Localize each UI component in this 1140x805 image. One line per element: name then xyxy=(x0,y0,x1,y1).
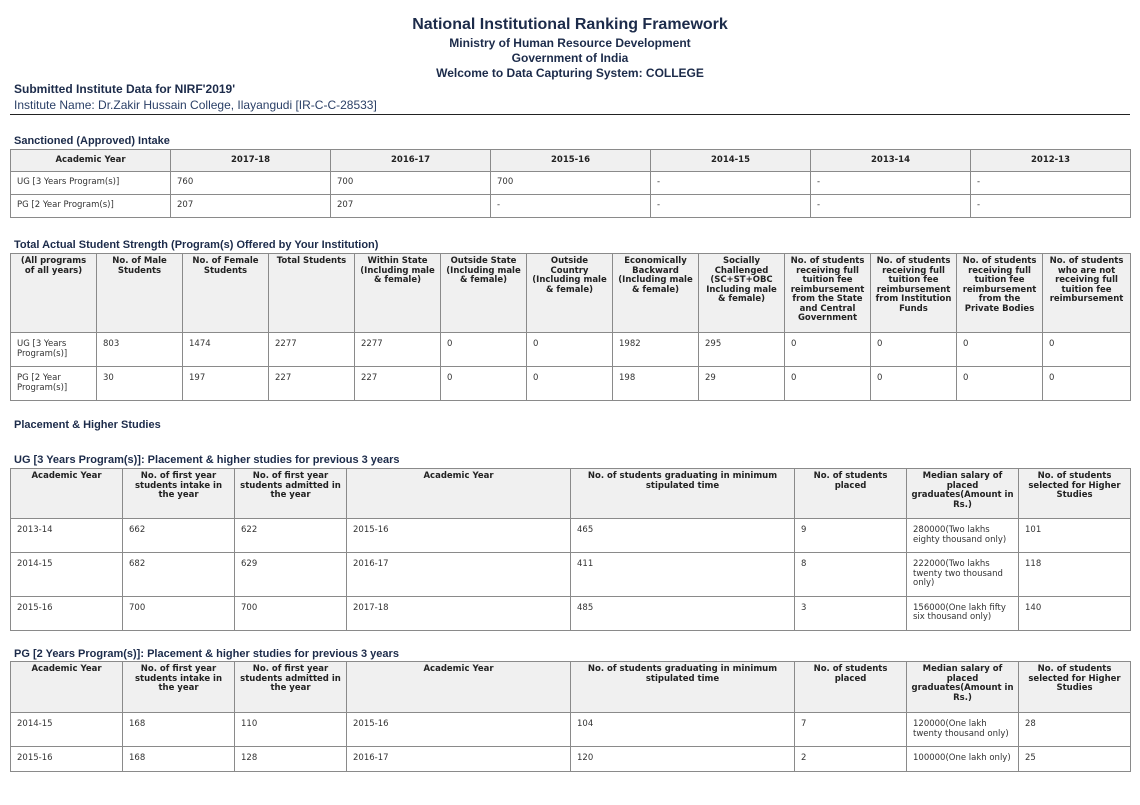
pg-placement-header-cell: Median salary of placed graduates(Amount in Rs.) xyxy=(907,662,1019,713)
pg-placement-header-cell: Academic Year xyxy=(347,662,571,713)
strength-header-cell: No. of Female Students xyxy=(183,254,269,333)
submitted-heading: Submitted Institute Data for NIRF'2019' xyxy=(14,82,236,96)
strength-cell: 2277 xyxy=(355,333,441,367)
intake-cell: - xyxy=(971,172,1131,195)
pg-placement-cell: 2014-15 xyxy=(11,713,123,747)
ug-placement-cell: 2013-14 xyxy=(11,519,123,553)
strength-header-cell: Economically Backward (Including male & female) xyxy=(613,254,699,333)
strength-cell: 1982 xyxy=(613,333,699,367)
strength-cell: 295 xyxy=(699,333,785,367)
pg-placement-cell: 104 xyxy=(571,713,795,747)
table-row xyxy=(11,596,1131,630)
strength-cell: 0 xyxy=(441,333,527,367)
intake-header-cell: 2014-15 xyxy=(651,150,811,172)
intake-cell: 207 xyxy=(171,195,331,218)
strength-header-cell: Socially Challenged (SC+ST+OBC Including male & female) xyxy=(699,254,785,333)
pg-placement-header-cell: No. of first year students admitted in the year xyxy=(235,662,347,713)
intake-cell: - xyxy=(971,195,1131,218)
page-title: National Institutional Ranking Framework xyxy=(412,16,728,33)
pg-placement-cell: 120 xyxy=(571,747,795,772)
strength-cell: 0 xyxy=(957,367,1043,401)
strength-cell: 29 xyxy=(699,367,785,401)
intake-cell: - xyxy=(651,195,811,218)
intake-header-cell: 2015-16 xyxy=(491,150,651,172)
ug-placement-cell: 411 xyxy=(571,553,795,597)
pg-placement-cell: 128 xyxy=(235,747,347,772)
pg-placement-cell: 28 xyxy=(1019,713,1131,747)
strength-header-cell: No. of students receiving full tuition fee reimbursement from Institution Funds xyxy=(871,254,957,333)
header-divider xyxy=(10,114,1130,115)
ug-placement-cell: 2015-16 xyxy=(347,519,571,553)
ug-placement-cell: 465 xyxy=(571,519,795,553)
pg-placement-cell: 2015-16 xyxy=(11,747,123,772)
intake-body xyxy=(11,172,1131,218)
strength-cell: 227 xyxy=(269,367,355,401)
pg-placement-header-cell: No. of students graduating in minimum stipulated time xyxy=(571,662,795,713)
pg-placement-header-cell: No. of students selected for Higher Studies xyxy=(1019,662,1131,713)
strength-cell: 227 xyxy=(355,367,441,401)
ug-placement-title: UG [3 Years Program(s)]: Placement & higher studies for previous 3 years xyxy=(14,454,400,466)
pg-placement-cell: 120000(One lakh twenty thousand only) xyxy=(907,713,1019,747)
intake-header-cell: Academic Year xyxy=(11,150,171,172)
pg-placement-title: PG [2 Years Program(s)]: Placement & higher studies for previous 3 years xyxy=(14,648,399,660)
pg-placement-cell: 110 xyxy=(235,713,347,747)
strength-body xyxy=(11,333,1131,401)
ug-placement-header-cell: No. of first year students intake in the year xyxy=(123,469,235,519)
placement-section-title: Placement & Higher Studies xyxy=(14,419,161,431)
strength-header-cell: (All programs of all years) xyxy=(11,254,97,333)
table-row xyxy=(11,713,1131,747)
ug-placement-cell: 700 xyxy=(123,596,235,630)
government-name: Government of India xyxy=(511,51,629,65)
ug-placement-header-cell: No. of first year students admitted in the year xyxy=(235,469,347,519)
ug-placement-cell: 700 xyxy=(235,596,347,630)
ug-placement-cell: 3 xyxy=(795,596,907,630)
strength-header-cell: Total Students xyxy=(269,254,355,333)
ug-placement-cell: 485 xyxy=(571,596,795,630)
strength-cell: UG [3 Years Program(s)] xyxy=(11,333,97,367)
intake-header-cell: 2013-14 xyxy=(811,150,971,172)
strength-cell: PG [2 Year Program(s)] xyxy=(11,367,97,401)
intake-cell: - xyxy=(491,195,651,218)
ug-placement-cell: 2015-16 xyxy=(11,596,123,630)
table-row xyxy=(11,747,1131,772)
intake-cell: - xyxy=(651,172,811,195)
strength-header-cell: No. of students receiving full tuition fee reimbursement from the State and Central Government xyxy=(785,254,871,333)
ug-placement-cell: 2017-18 xyxy=(347,596,571,630)
strength-cell: 1474 xyxy=(183,333,269,367)
table-row xyxy=(11,195,1131,218)
strength-section-title: Total Actual Student Strength (Program(s) Offered by Your Institution) xyxy=(14,239,379,251)
table-row xyxy=(11,172,1131,195)
strength-cell: 0 xyxy=(871,333,957,367)
table-row xyxy=(11,553,1131,597)
strength-cell: 0 xyxy=(441,367,527,401)
pg-placement-cell: 2016-17 xyxy=(347,747,571,772)
intake-cell: 207 xyxy=(331,195,491,218)
pg-placement-cell: 2 xyxy=(795,747,907,772)
pg-placement-cell: 168 xyxy=(123,747,235,772)
welcome-text: Welcome to Data Capturing System: COLLEGE xyxy=(436,66,704,80)
pg-placement-header-cell: Academic Year xyxy=(11,662,123,713)
strength-cell: 0 xyxy=(1043,367,1131,401)
ug-placement-cell: 2016-17 xyxy=(347,553,571,597)
table-row xyxy=(11,333,1131,367)
intake-cell: PG [2 Year Program(s)] xyxy=(11,195,171,218)
intake-cell: 700 xyxy=(491,172,651,195)
ug-placement-cell: 118 xyxy=(1019,553,1131,597)
ug-placement-cell: 682 xyxy=(123,553,235,597)
ug-placement-cell: 101 xyxy=(1019,519,1131,553)
strength-header-cell: No. of students receiving full tuition fee reimbursement from the Private Bodies xyxy=(957,254,1043,333)
strength-header-cell: Outside Country (Including male & female) xyxy=(527,254,613,333)
pg-placement-cell: 25 xyxy=(1019,747,1131,772)
table-row xyxy=(11,519,1131,553)
strength-table xyxy=(10,253,1131,401)
intake-cell: 760 xyxy=(171,172,331,195)
strength-cell: 0 xyxy=(785,367,871,401)
intake-header-cell: 2016-17 xyxy=(331,150,491,172)
ug-body xyxy=(11,519,1131,631)
intake-cell: UG [3 Years Program(s)] xyxy=(11,172,171,195)
ug-placement-cell: 629 xyxy=(235,553,347,597)
strength-header-cell: No. of students who are not receiving full tuition fee reimbursement xyxy=(1043,254,1131,333)
pg-header-row xyxy=(11,662,1131,713)
ug-placement-cell: 8 xyxy=(795,553,907,597)
ministry-name: Ministry of Human Resource Development xyxy=(449,36,691,50)
ug-placement-cell: 140 xyxy=(1019,596,1131,630)
ug-placement-cell: 222000(Two lakhs twenty two thousand only) xyxy=(907,553,1019,597)
strength-cell: 0 xyxy=(1043,333,1131,367)
ug-placement-cell: 622 xyxy=(235,519,347,553)
strength-header-cell: No. of Male Students xyxy=(97,254,183,333)
ug-placement-table xyxy=(10,468,1131,631)
strength-cell: 0 xyxy=(527,367,613,401)
ug-placement-header-cell: No. of students placed xyxy=(795,469,907,519)
institute-name: Institute Name: Dr.Zakir Hussain College, Ilayangudi [IR-C-C-28533] xyxy=(14,98,377,112)
ug-placement-header-cell: No. of students selected for Higher Studies xyxy=(1019,469,1131,519)
strength-cell: 198 xyxy=(613,367,699,401)
strength-cell: 197 xyxy=(183,367,269,401)
strength-cell: 0 xyxy=(527,333,613,367)
pg-placement-cell: 168 xyxy=(123,713,235,747)
strength-cell: 30 xyxy=(97,367,183,401)
pg-placement-cell: 7 xyxy=(795,713,907,747)
ug-placement-cell: 156000(One lakh fifty six thousand only) xyxy=(907,596,1019,630)
ug-placement-cell: 662 xyxy=(123,519,235,553)
ug-placement-header-cell: Academic Year xyxy=(11,469,123,519)
pg-body xyxy=(11,713,1131,772)
ug-placement-cell: 280000(Two lakhs eighty thousand only) xyxy=(907,519,1019,553)
ug-placement-header-cell: No. of students graduating in minimum stipulated time xyxy=(571,469,795,519)
strength-cell: 0 xyxy=(785,333,871,367)
intake-cell: 700 xyxy=(331,172,491,195)
ug-placement-header-cell: Academic Year xyxy=(347,469,571,519)
strength-cell: 0 xyxy=(957,333,1043,367)
strength-cell: 0 xyxy=(871,367,957,401)
intake-section-title: Sanctioned (Approved) Intake xyxy=(14,135,170,147)
ug-placement-cell: 9 xyxy=(795,519,907,553)
intake-cell: - xyxy=(811,172,971,195)
pg-placement-cell: 2015-16 xyxy=(347,713,571,747)
pg-placement-table xyxy=(10,661,1131,772)
intake-header-row xyxy=(11,150,1131,172)
strength-cell: 803 xyxy=(97,333,183,367)
strength-header-cell: Within State (Including male & female) xyxy=(355,254,441,333)
ug-placement-header-cell: Median salary of placed graduates(Amount in Rs.) xyxy=(907,469,1019,519)
ug-placement-cell: 2014-15 xyxy=(11,553,123,597)
strength-header-cell: Outside State (Including male & female) xyxy=(441,254,527,333)
strength-cell: 2277 xyxy=(269,333,355,367)
pg-placement-cell: 100000(One lakh only) xyxy=(907,747,1019,772)
intake-table xyxy=(10,149,1131,218)
intake-cell: - xyxy=(811,195,971,218)
pg-placement-header-cell: No. of students placed xyxy=(795,662,907,713)
intake-header-cell: 2012-13 xyxy=(971,150,1131,172)
intake-header-cell: 2017-18 xyxy=(171,150,331,172)
strength-header-row xyxy=(11,254,1131,333)
pg-placement-header-cell: No. of first year students intake in the year xyxy=(123,662,235,713)
table-row xyxy=(11,367,1131,401)
ug-header-row xyxy=(11,469,1131,519)
